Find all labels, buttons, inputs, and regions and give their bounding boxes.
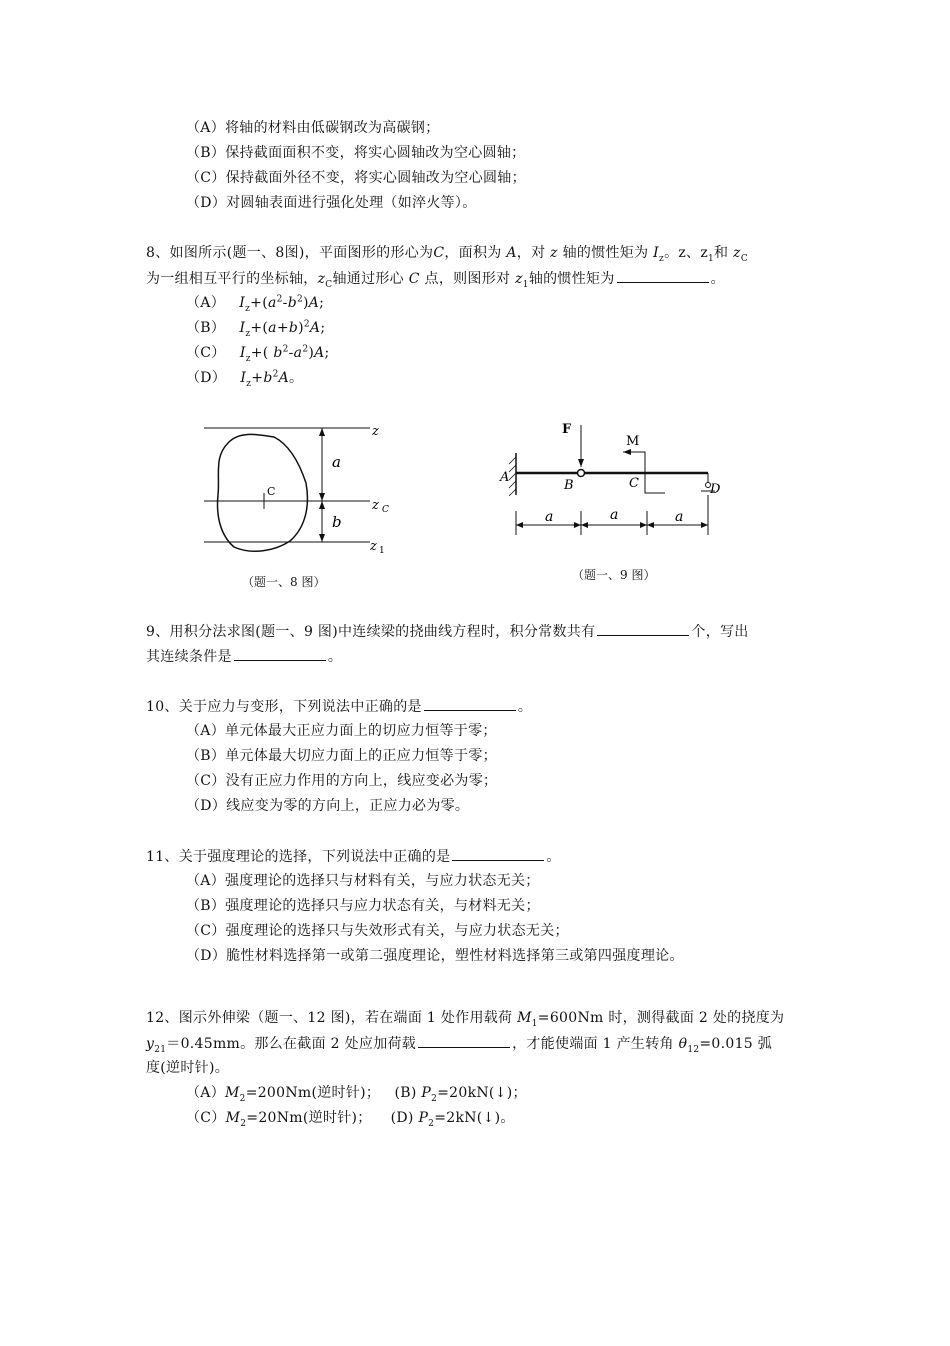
q10-option-b: （B）单元体最大切应力面上的正应力恒等于零； xyxy=(186,748,497,764)
axis-label-z: z xyxy=(372,424,379,439)
axis-label-z1: z xyxy=(370,539,377,554)
q11-option-b: （B）强度理论的选择只与应力状态有关，与材料无关； xyxy=(186,898,540,914)
q7-option-d: （D）对圆轴表面进行强化处理（如淬火等）。 xyxy=(186,195,477,211)
hinge-b xyxy=(578,470,585,477)
q11-stem: 11、关于强度理论的选择，下列说法中正确的是 。 xyxy=(146,846,561,867)
q11-option-d: （D）脆性材料选择第一或第二强度理论，塑性材料选择第三或第四强度理论。 xyxy=(186,948,684,964)
svg-text:1: 1 xyxy=(379,546,385,556)
axis-label-zc: z xyxy=(372,498,379,513)
dim-label-bc: a xyxy=(610,507,619,523)
q9-condition-blank[interactable] xyxy=(234,646,326,661)
q12-stem-line1: 12、图示外伸梁（题一、12 图)，若在端面 1 处作用载荷 $M_1=600Nm$ 时，测得截面 2 处的挠度为 xyxy=(146,1010,785,1029)
plane-figure-outline xyxy=(218,434,308,551)
q7-option-c: （C）保持截面外径不变，将实心圆轴改为空心圆轴； xyxy=(186,170,526,186)
q8-option-b: （B） $I_z+(a+b)^2A$; xyxy=(186,319,326,339)
label-moment-m: M xyxy=(626,434,640,449)
svg-text:C: C xyxy=(382,505,389,515)
q8-stem-line1: 8、如图所示(题一、8图)，平面图形的形心为C，面积为 A，对 z 轴的惯性矩为 $I_z$。z、$z_1$和 $z_C$ xyxy=(146,245,748,264)
figure-9 xyxy=(495,415,735,565)
q8-option-c: （C） $I_z+$( $b^2-a^2)A$; xyxy=(186,344,330,364)
q12-stem-line3: 度(逆时针)。 xyxy=(146,1060,230,1076)
q10-option-a: （A）单元体最大正应力面上的切应力恒等于零； xyxy=(186,723,497,739)
q12-options-cd: $(C)M_2=20Nm$(逆时针)； (D) $P_2=2kN(↓)$。 xyxy=(186,1110,515,1129)
q11-answer-blank[interactable] xyxy=(452,846,544,861)
dim-label-a: a xyxy=(332,453,341,471)
q10-answer-blank[interactable] xyxy=(424,696,516,711)
figure-9-caption: （题一、9 图） xyxy=(572,568,656,582)
label-c: C xyxy=(629,476,639,491)
label-a: A xyxy=(500,470,510,485)
figure-8-caption: （题一、8 图） xyxy=(242,575,326,589)
q10-stem: 10、关于应力与变形，下列说法中正确的是 。 xyxy=(146,696,532,717)
q12-stem-line2: $y_{21}=0.45mm$。那么在截面 2 处应加荷载 ，才能使端面 1 产生转角 $\theta_{12}=0.015$ 弧 xyxy=(146,1033,772,1054)
q9-stem-line1: 9、用积分法求图(题一、9 图)中连续梁的挠曲线方程时，积分常数共有 个，写出 xyxy=(146,621,749,642)
q8-option-a: （A） $I_z+(a^2-b^2)A$; xyxy=(186,294,325,314)
label-force-f: F xyxy=(562,422,572,437)
label-b: B xyxy=(564,478,574,493)
q7-option-b: （B）保持截面面积不变，将实心圆轴改为空心圆轴； xyxy=(186,145,526,161)
q8-stem-line2: 为一组相互平行的坐标轴，$z_C$轴通过形心 C 点，则图形对 $z_1$轴的惯性矩为 。 xyxy=(146,268,725,289)
q8-option-d: （D） $I_z+b^2A$。 xyxy=(186,369,304,389)
dim-label-ab: a xyxy=(545,509,554,525)
dim-label-b: b xyxy=(332,513,342,531)
q10-option-d: （D）线应变为零的方向上，正应力必为零。 xyxy=(186,798,470,814)
label-d: D xyxy=(710,482,721,497)
q10-option-c: （C）没有正应力作用的方向上，线应变必为零； xyxy=(186,773,498,789)
q9-count-blank[interactable] xyxy=(597,621,689,636)
q12-options-ab: $(A)M_2=200Nm$(逆时针)； (B) $P_2=20kN(↓)$； xyxy=(186,1085,527,1104)
figure-8 xyxy=(190,415,410,575)
dim-label-cd: a xyxy=(675,509,684,525)
q9-stem-line2: 其连续条件是 。 xyxy=(146,646,342,667)
centroid-label: C xyxy=(267,485,276,498)
q8-answer-blank[interactable] xyxy=(617,268,709,283)
q7-option-a: （A）将轴的材料由低碳钢改为高碳钢； xyxy=(186,120,440,136)
q12-answer-blank[interactable] xyxy=(418,1033,510,1048)
q11-option-a: （A）强度理论的选择只与材料有关，与应力状态无关； xyxy=(186,873,540,889)
q11-option-c: （C）强度理论的选择只与失效形式有关，与应力状态无关； xyxy=(186,923,569,939)
